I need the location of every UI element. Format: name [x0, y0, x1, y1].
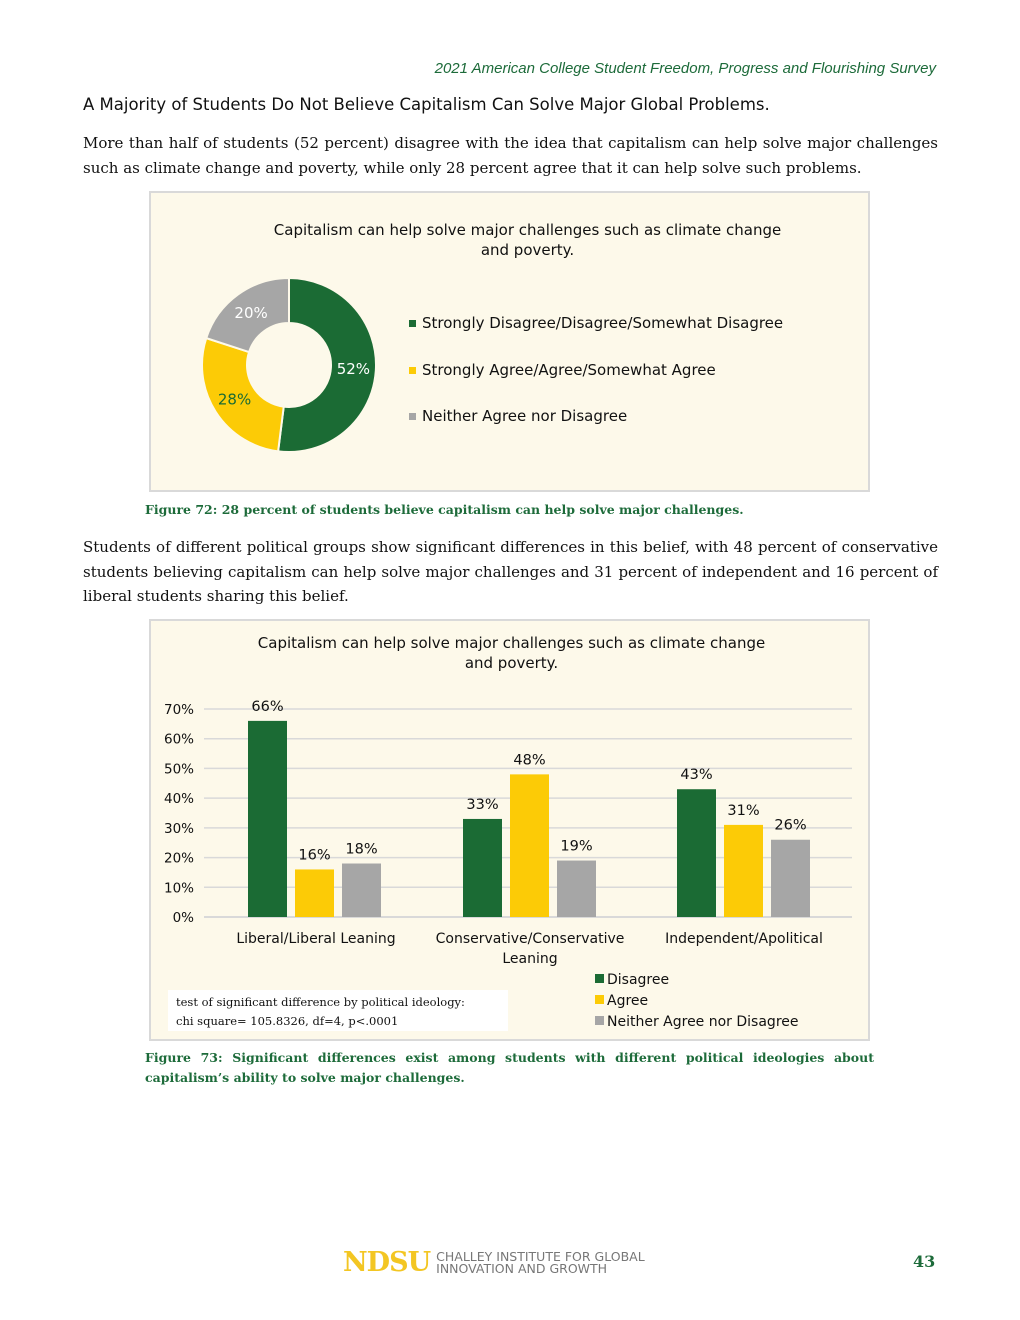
x-category-label: Leaning [502, 951, 558, 967]
donut-legend-agree [409, 361, 716, 379]
donut-slice-label: 52% [336, 360, 371, 379]
bar-chart [151, 621, 868, 1039]
note-line-2: chi square= 105.8326, df=4, p<.0001 [176, 1014, 399, 1028]
y-tick-label: 30% [163, 820, 194, 837]
figure-72-caption: Figure 72: 28 percent of students believe capitalism can help solve major challenges. [145, 502, 744, 517]
bar-chart-box [149, 619, 870, 1041]
significance-note [168, 990, 508, 1031]
paragraph-1: More than half of students (52 percent) disagree with the idea that capitalism can help solve major challenges such as climate change and poverty, while only 28 percent agree that it can help solve such problems. [83, 134, 938, 177]
institute-name [436, 1248, 645, 1276]
bar-neither-agree-nor-disagree [771, 840, 810, 917]
bar-neither-agree-nor-disagree [342, 864, 381, 917]
y-tick-label: 60% [163, 731, 194, 748]
donut-slice-label: 20% [234, 303, 268, 322]
donut-title-line1: Capitalism can help solve major challenges such as climate change [273, 221, 782, 239]
bar-value-label: 16% [298, 847, 331, 864]
footer-logo [343, 1247, 645, 1278]
x-category-label: Conservative/Conservative [435, 931, 625, 947]
y-tick-label: 0% [172, 910, 194, 926]
donut-legend-label: Neither Agree nor Disagree [422, 407, 628, 425]
bar-legend-swatch [595, 974, 604, 983]
page-number: 43 [913, 1252, 936, 1271]
bar-disagree [463, 819, 502, 917]
bar-agree [295, 869, 334, 917]
y-tick-label: 70% [163, 702, 194, 718]
bar-value-label: 48% [513, 752, 546, 769]
legend-swatch-neither [409, 413, 416, 420]
donut-slice-label: 28% [217, 390, 252, 409]
bar-value-label: 33% [466, 796, 499, 813]
survey-header: 2021 American College Student Freedom, Progress and Flourishing Survey [434, 60, 936, 77]
note-line-1: test of significant difference by political ideology: [176, 995, 465, 1009]
bar-value-label: 66% [251, 698, 284, 715]
x-category-label: Liberal/Liberal Leaning [236, 931, 396, 947]
donut-legend-label: Strongly Disagree/Disagree/Somewhat Disagree [422, 314, 784, 332]
institute-line-2: INNOVATION AND GROWTH [436, 1260, 608, 1276]
y-tick-label: 20% [163, 850, 194, 867]
bar-legend-label: Agree [607, 993, 649, 1009]
donut-chart [189, 265, 389, 465]
donut-legend-neither [409, 407, 627, 425]
bar-title-line2: and poverty. [464, 654, 559, 672]
donut-chart-box [149, 191, 870, 492]
y-tick-label: 40% [163, 791, 194, 808]
bar-value-label: 18% [345, 841, 378, 858]
bar-legend-swatch [595, 995, 604, 1004]
ndsu-logo: NDSU [343, 1247, 431, 1278]
bar-value-label: 31% [727, 802, 760, 819]
bar-value-label: 19% [560, 838, 593, 855]
bar-legend-label: Disagree [607, 972, 670, 988]
bar-value-label: 26% [774, 817, 807, 834]
bar-legend-swatch [595, 1016, 604, 1025]
bar-legend-label: Neither Agree nor Disagree [607, 1014, 799, 1030]
donut-legend-disagree [409, 314, 783, 332]
bar-title-line1: Capitalism can help solve major challenges such as climate change [257, 634, 766, 652]
figure-73-caption: Figure 73: Significant differences exist among students with different political ideologies about capitalism’s ability to solve major challenges. [145, 1050, 874, 1085]
bar-value-label: 43% [680, 767, 713, 784]
bar-agree [510, 774, 549, 917]
legend-swatch-disagree [409, 320, 416, 327]
bar-agree [724, 825, 763, 917]
x-category-label: Independent/Apolitical [665, 931, 823, 947]
donut-chart-title [151, 220, 872, 260]
section-heading: A Majority of Students Do Not Believe Capitalism Can Solve Major Global Problems. [83, 95, 770, 114]
paragraph-2: Students of different political groups show significant differences in this belief, with 48 percent of conservative students believing capitalism can help solve major challenges and 31 percent of independent and 16 percent of liberal students sharing this belief. [83, 538, 938, 605]
bar-neither-agree-nor-disagree [557, 861, 596, 917]
y-tick-label: 10% [163, 880, 194, 897]
bar-disagree [677, 789, 716, 917]
donut-legend-label: Strongly Agree/Agree/Somewhat Agree [422, 361, 716, 379]
y-tick-label: 50% [163, 761, 194, 778]
bar-disagree [248, 721, 287, 917]
donut-title-line2: and poverty. [480, 241, 575, 259]
legend-swatch-agree [409, 367, 416, 374]
institute-line-1: CHALLEY INSTITUTE FOR GLOBAL [436, 1248, 645, 1264]
